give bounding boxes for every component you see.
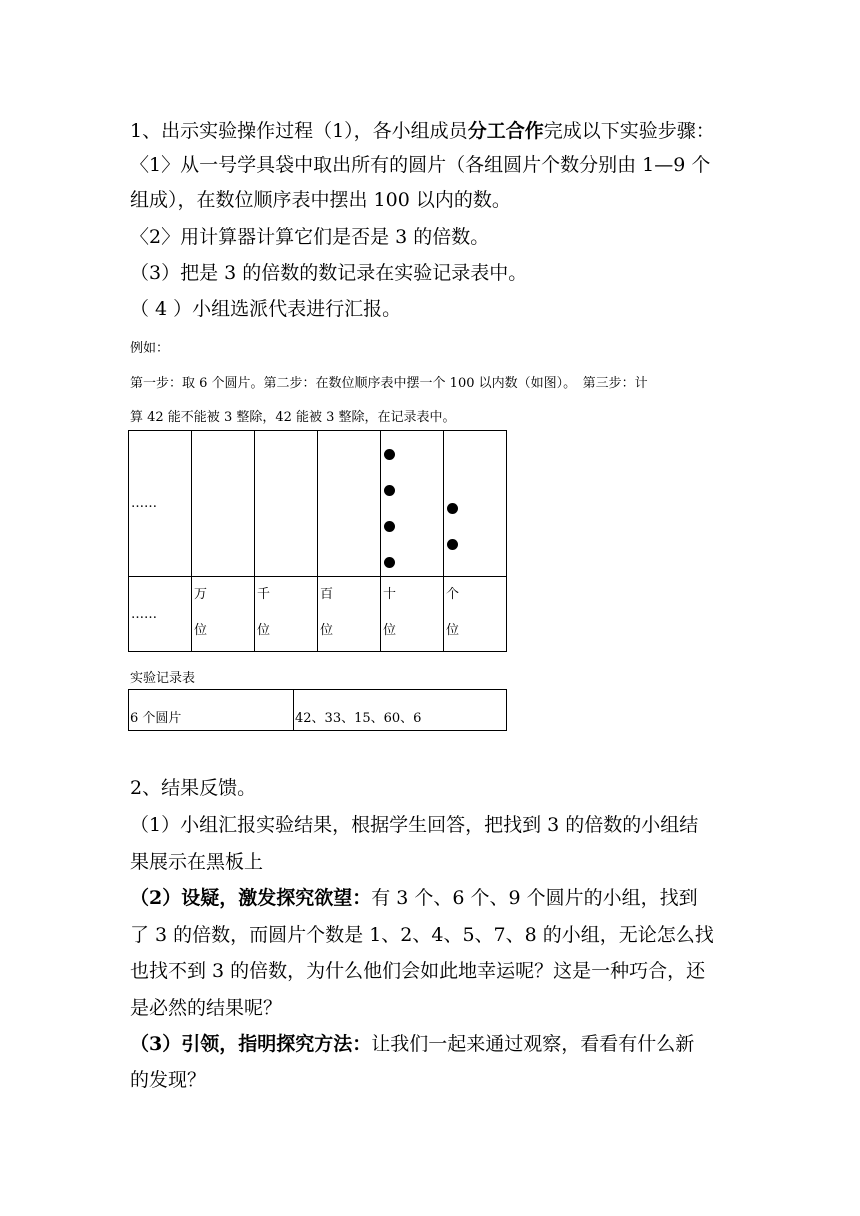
record-table-title: 实验记录表 [130, 671, 196, 686]
feedback-p2-text: 有 3 个、6 个、9 个圆片的小组，找到 [371, 887, 698, 909]
feedback-p2-b: 了 3 的倍数，而圆片个数是 1、2、4、5、7、8 的小组，无论怎么找 [130, 924, 714, 946]
place-value-table [128, 430, 507, 652]
feedback-p2-d: 是必然的结果呢？ [130, 997, 283, 1019]
feedback-p2-bold: （2）设疑，激发探究欲望： [130, 887, 372, 909]
step1-line-a: 〈1〉从一号学具袋中取出所有的圆片（各组圆片个数分别由 1—9 个 [130, 154, 711, 176]
feedback-p1-a: （1）小组汇报实验结果，根据学生回答，把找到 3 的倍数的小组结 [130, 814, 699, 836]
place-suffix: 位 [194, 623, 208, 638]
step1-line-b: 组成），在数位顺序表中摆出 100 以内的数。 [130, 189, 511, 211]
place-label-shi [381, 577, 444, 652]
example-line-a: 第一步：取 6 个圆片。第二步：在数位顺序表中摆一个 100 以内数（如图）。 第三步：计 [130, 376, 648, 391]
place-name: 千 [257, 587, 271, 602]
example-label: 例如： [130, 341, 170, 356]
place-name: 个 [446, 587, 460, 602]
place-suffix: 位 [320, 623, 334, 638]
counter-dot [447, 503, 458, 514]
counter-dot [384, 521, 395, 532]
place-suffix: 位 [257, 623, 271, 638]
feedback-p3-a [130, 1029, 694, 1056]
intro-text: 1、出示实验操作过程（1），各小组成员 [130, 120, 468, 142]
example-line-b: 算 42 能不能被 3 整除，42 能被 3 整除，在记录表中。 [130, 410, 456, 425]
step4-line: （ 4 ）小组选派代表进行汇报。 [130, 298, 402, 320]
feedback-p1-b: 果展示在黑板上 [130, 851, 264, 873]
place-suffix: 位 [383, 623, 397, 638]
place-suffix: 位 [446, 623, 460, 638]
counter-dot [384, 485, 395, 496]
record-count-cell: 6 个圆片 [129, 690, 294, 731]
place-name: 万 [194, 587, 208, 602]
step3-line: （3）把是 3 的倍数的数记录在实验记录表中。 [130, 262, 528, 284]
record-numbers-cell: 42、33、15、60、6 [294, 690, 507, 731]
dots-cell-shi [381, 431, 444, 577]
feedback-p2-a [130, 883, 698, 910]
record-table [128, 689, 507, 731]
dots-cell-ge [444, 431, 507, 577]
place-label-wan [192, 577, 255, 652]
counter-dot [384, 557, 395, 568]
ellipsis-cell: …… [129, 431, 192, 577]
intro-text-end: 完成以下实验步骤： [543, 120, 715, 142]
counter-dot [447, 539, 458, 550]
dots-cell-wan [192, 431, 255, 577]
place-name: 百 [320, 587, 334, 602]
feedback-p2-c: 也找不到 3 的倍数，为什么他们会如此地幸运呢？这是一种巧合，还 [130, 960, 706, 982]
feedback-p3-text: 让我们一起来通过观察，看看有什么新 [371, 1033, 695, 1055]
feedback-p3-bold: （3）引领，指明探究方法： [130, 1033, 372, 1055]
place-label-qian [255, 577, 318, 652]
place-label-ge [444, 577, 507, 652]
step2-line: 〈2〉用计算器计算它们是否是 3 的倍数。 [130, 226, 490, 248]
place-label-bai [318, 577, 381, 652]
feedback-p3-b: 的发现？ [130, 1069, 207, 1091]
counter-dot [384, 449, 395, 460]
place-name: 十 [383, 587, 397, 602]
dots-cell-bai [318, 431, 381, 577]
section1-intro [130, 116, 715, 143]
ellipsis-cell: …… [129, 577, 192, 652]
section2-heading: 2、结果反馈。 [130, 777, 257, 799]
dots-cell-qian [255, 431, 318, 577]
intro-bold-text: 分工合作 [467, 120, 544, 142]
